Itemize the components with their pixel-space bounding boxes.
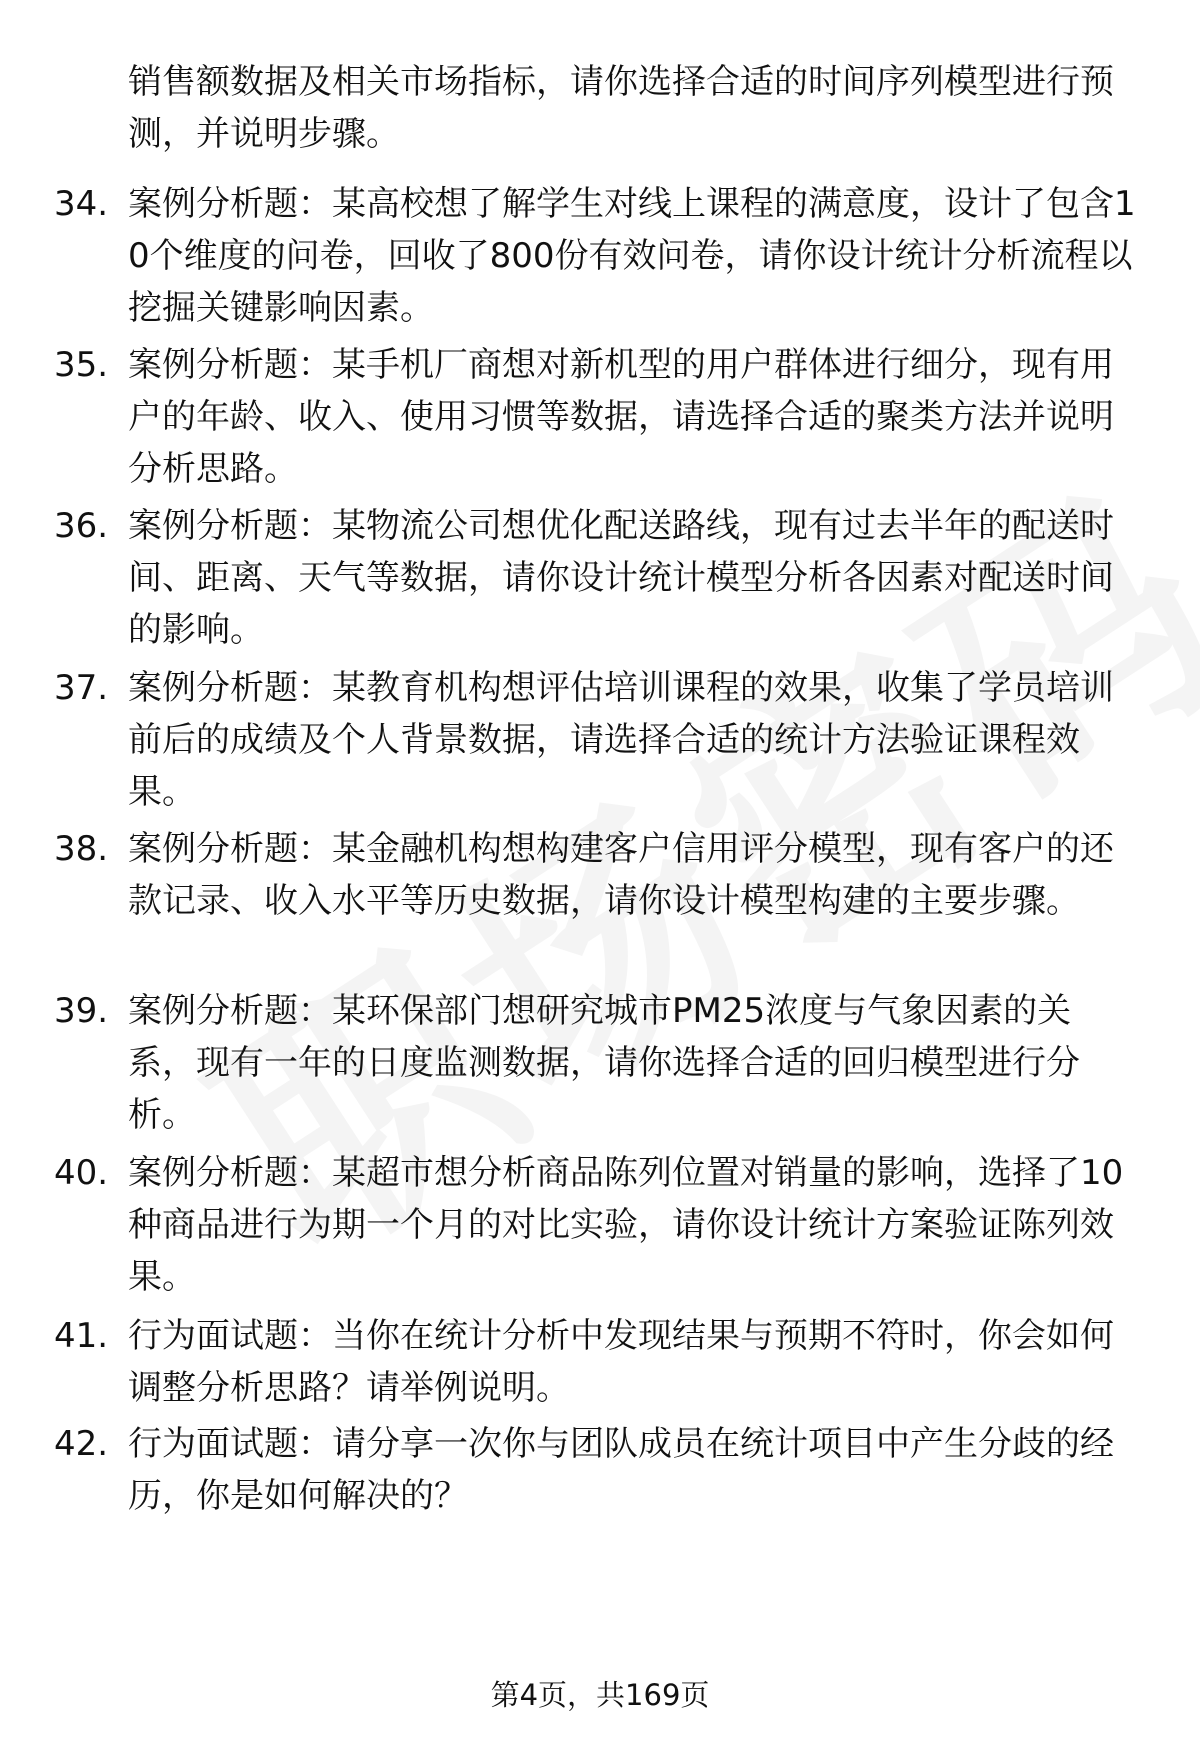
- question-number: 36.: [54, 506, 109, 546]
- question-text: 行为面试题：当你在统计分析中发现结果与预期不符时，你会如何调整分析思路？请举例说明。: [128, 1316, 1114, 1408]
- question-number: 34.: [54, 184, 109, 224]
- question-text: 案例分析题：某环保部门想研究城市PM25浓度与气象因素的关系，现有一年的日度监测数据，请你选择合适的回归模型进行分析。: [128, 991, 1080, 1135]
- question-number: 42.: [54, 1424, 109, 1464]
- question-number: 37.: [54, 668, 109, 708]
- question-number: 40.: [54, 1153, 109, 1193]
- question-text: 行为面试题：请分享一次你与团队成员在统计项目中产生分歧的经历，你是如何解决的？: [128, 1424, 1114, 1516]
- question-text: 案例分析题：某教育机构想评估培训课程的效果，收集了学员培训前后的成绩及个人背景数据，请选择合适的统计方法验证课程效果。: [128, 668, 1114, 812]
- question-text: 案例分析题：某物流公司想优化配送路线，现有过去半年的配送时间、距离、天气等数据，请你设计统计模型分析各因素对配送时间的影响。: [128, 506, 1114, 650]
- question-text: 案例分析题：某金融机构想构建客户信用评分模型，现有客户的还款记录、收入水平等历史数据，请你设计模型构建的主要步骤。: [128, 829, 1114, 921]
- page-footer: 第4页，共169页: [490, 1678, 710, 1712]
- question-number: 39.: [54, 991, 109, 1031]
- question-text: 案例分析题：某超市想分析商品陈列位置对销量的影响，选择了10种商品进行为期一个月的对比实验，请你设计统计方案验证陈列效果。: [128, 1153, 1124, 1297]
- question-number: 38.: [54, 829, 109, 869]
- previous-question-continuation: 销售额数据及相关市场指标，请你选择合适的时间序列模型进行预测，并说明步骤。: [128, 62, 1114, 154]
- question-text: 案例分析题：某手机厂商想对新机型的用户群体进行细分，现有用户的年龄、收入、使用习惯等数据，请选择合适的聚类方法并说明分析思路。: [128, 345, 1114, 489]
- question-text: 案例分析题：某高校想了解学生对线上课程的满意度，设计了包含10个维度的问卷，回收了800份有效问卷，请你设计统计分析流程以挖掘关键影响因素。: [128, 184, 1136, 328]
- question-number: 41.: [54, 1316, 109, 1356]
- question-number: 35.: [54, 345, 109, 385]
